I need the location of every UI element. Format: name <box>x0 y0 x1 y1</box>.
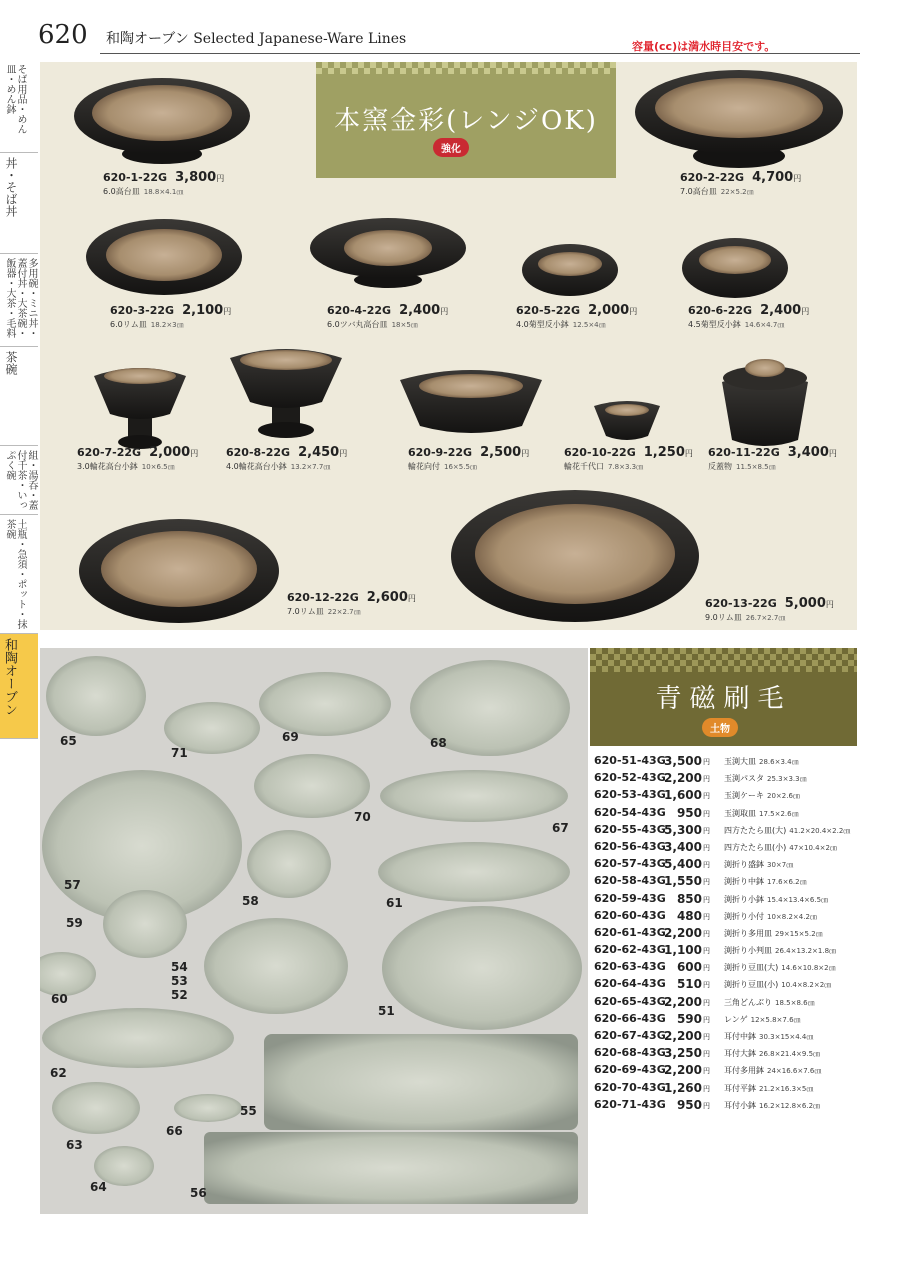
item-size: 17.5×2.6㎝ <box>759 809 799 818</box>
item-size: 18.2×3㎝ <box>150 321 184 329</box>
yen-unit: 円 <box>703 1015 710 1024</box>
side-tab-soba[interactable] <box>0 60 38 153</box>
side-tab-chawan[interactable] <box>0 347 38 446</box>
capacity-note: 容量(cc)は満水時目安です。 <box>632 40 776 53</box>
series1-title: 本窯金彩(レンジOK) <box>334 106 598 136</box>
item-desc <box>110 319 184 330</box>
seiji-hake-photo <box>40 648 588 1214</box>
dish-620-5 <box>520 236 620 300</box>
item-code: 620-57-43G <box>594 857 666 871</box>
item-price: 3,250 <box>664 1046 702 1061</box>
series2-title: 青磁刷毛 <box>655 684 792 714</box>
photo-number: 64 <box>90 1180 107 1194</box>
list-item <box>594 771 864 788</box>
item-name: 耳付平鉢 <box>724 1083 756 1093</box>
item-price: 2,600 <box>366 590 408 605</box>
page-header <box>0 0 900 60</box>
item-name: 渕折り中鉢 <box>724 877 764 887</box>
list-item <box>594 943 864 960</box>
dish-620-8 <box>226 344 346 444</box>
side-tab-label: 和陶オーブン <box>2 638 17 716</box>
item-code: 620-3-22G <box>110 304 175 317</box>
item-name: 6.0ツバ丸高台皿 <box>327 320 388 329</box>
item-name: 6.0リム皿 <box>110 320 147 329</box>
item-code: 620-67-43G <box>594 1029 666 1042</box>
photo-number: 69 <box>282 730 299 744</box>
series2-price-list <box>594 754 864 1115</box>
item-price: 1,250 <box>643 445 685 460</box>
item-size: 21.2×16.3×5㎝ <box>759 1084 814 1093</box>
item-code: 620-65-43G <box>594 994 666 1008</box>
item-price: 4,700 <box>752 170 794 185</box>
item-size: 12.5×4㎝ <box>572 321 606 329</box>
item-name: 9.0リム皿 <box>705 613 742 622</box>
item-code: 620-4-22G <box>327 304 392 317</box>
yen-unit: 円 <box>223 307 232 316</box>
item-size: 14.6×10.8×2㎝ <box>781 964 836 973</box>
item-price: 3,500 <box>664 754 702 768</box>
list-item <box>594 960 864 977</box>
item-desc <box>516 319 606 330</box>
item-code: 620-11-22G <box>708 446 780 459</box>
item-price: 1,550 <box>664 874 702 889</box>
item-price: 1,260 <box>664 1080 702 1095</box>
item-size: 14.6×4.7㎝ <box>744 321 785 329</box>
item-code: 620-51-43G <box>594 754 666 767</box>
item-price: 2,200 <box>664 925 702 940</box>
item-label <box>103 170 224 185</box>
checker-pattern <box>590 648 857 672</box>
yen-unit: 円 <box>703 895 710 904</box>
yen-unit: 円 <box>793 174 802 183</box>
item-desc <box>226 461 330 472</box>
item-code: 620-2-22G <box>680 171 745 184</box>
item-name: 7.0高台皿 <box>680 187 717 196</box>
list-item <box>594 1029 864 1046</box>
item-price: 5,400 <box>664 857 702 872</box>
item-price: 2,000 <box>149 445 191 460</box>
item-name: 耳付多用鉢 <box>724 1066 764 1076</box>
item-size: 17.6×6.2㎝ <box>767 878 807 887</box>
item-code: 620-7-22G <box>77 446 142 459</box>
item-name: 4.0輪花高台小鉢 <box>226 462 287 471</box>
item-size: 18.8×4.1㎝ <box>143 188 184 196</box>
section-title: 和陶オーブン Selected Japanese-Ware Lines <box>106 31 407 47</box>
list-item <box>594 892 864 909</box>
item-label <box>110 303 231 318</box>
item-label <box>705 596 834 611</box>
item-price: 2,450 <box>298 445 340 460</box>
kingama-kinsai-panel <box>40 62 857 630</box>
item-name: 玉渕パスタ <box>724 774 764 784</box>
yen-unit: 円 <box>703 1033 710 1041</box>
item-label <box>688 303 809 318</box>
item-name: 反蓋物 <box>708 462 732 471</box>
item-label <box>516 303 637 318</box>
item-size: 13.2×7.7㎝ <box>290 463 331 471</box>
item-code: 620-53-43G <box>594 788 666 802</box>
list-item <box>594 1063 864 1080</box>
item-label <box>708 445 837 460</box>
item-size: 10.4×8.2×2㎝ <box>781 981 832 990</box>
item-code: 620-66-43G <box>594 1011 666 1025</box>
item-size: 22×2.7㎝ <box>327 608 361 616</box>
item-price: 510 <box>676 977 702 992</box>
dish-620-10 <box>592 396 662 444</box>
yen-unit: 円 <box>521 449 530 458</box>
side-tab-tayowan[interactable] <box>0 254 38 347</box>
photo-number: 68 <box>430 736 447 750</box>
item-size: 30×7㎝ <box>767 861 794 870</box>
photo-number: 65 <box>60 734 77 748</box>
yen-unit: 円 <box>407 594 416 603</box>
item-desc <box>327 319 418 330</box>
series2-title-block <box>590 648 857 746</box>
checker-pattern <box>316 62 616 74</box>
dish-620-13 <box>450 488 700 624</box>
yen-unit: 円 <box>703 998 710 1007</box>
list-item <box>594 995 864 1012</box>
dish-620-1 <box>72 76 252 176</box>
item-name: 耳付中鉢 <box>724 1032 756 1041</box>
item-name: 4.0菊型反小鉢 <box>516 320 569 329</box>
page-number: 620 <box>38 20 88 50</box>
item-code: 620-6-22G <box>688 304 753 317</box>
item-label <box>408 445 529 460</box>
side-index <box>0 60 38 1272</box>
yen-unit: 円 <box>703 1084 710 1093</box>
item-code: 620-62-43G <box>594 943 666 957</box>
item-size: 24×16.6×7.6㎝ <box>767 1067 822 1076</box>
side-tab-label: 丼・そば丼 <box>4 157 18 217</box>
item-price: 2,200 <box>664 1063 702 1078</box>
item-desc <box>103 186 183 197</box>
side-tab-label: 組・湯呑・蓋付千茶・いっぷく碗 <box>4 450 37 510</box>
list-item <box>594 788 864 805</box>
item-price: 600 <box>676 960 702 975</box>
dish-620-7 <box>90 362 190 452</box>
yen-unit: 円 <box>703 912 710 921</box>
item-name: 7.0リム皿 <box>287 607 324 616</box>
item-price: 3,800 <box>175 170 217 185</box>
item-name: 輪花千代口 <box>564 462 604 471</box>
item-price: 2,400 <box>399 303 441 318</box>
item-code: 620-69-43G <box>594 1063 666 1077</box>
item-code: 620-59-43G <box>594 891 666 905</box>
item-code: 620-8-22G <box>226 446 291 459</box>
photo-number: 63 <box>66 1138 83 1152</box>
list-item <box>594 823 864 840</box>
yen-unit: 円 <box>703 1050 710 1059</box>
yen-unit: 円 <box>703 1101 710 1110</box>
list-item <box>594 840 864 857</box>
photo-number: 67 <box>552 821 569 835</box>
item-size: 11.5×8.5㎝ <box>736 463 776 471</box>
item-code: 620-71-43G <box>594 1097 666 1111</box>
side-tab-label: 土瓶・急須・ポット・抹茶碗 <box>4 519 26 629</box>
item-size: 22×5.2㎝ <box>720 188 754 196</box>
yen-unit: 円 <box>703 1067 710 1076</box>
item-name: 渕折り小付 <box>724 911 764 921</box>
photo-number: 61 <box>386 896 403 910</box>
item-name: 耳付大鉢 <box>724 1049 756 1059</box>
side-tab-watou-oven[interactable] <box>0 634 38 739</box>
side-tab-yunomi[interactable] <box>0 446 38 515</box>
item-name: 玉渕取皿 <box>724 808 756 818</box>
yen-unit: 円 <box>828 449 837 458</box>
item-size: 18.5×8.6㎝ <box>775 998 815 1007</box>
item-name: レンゲ <box>724 1014 748 1024</box>
item-desc <box>680 186 754 197</box>
item-price: 1,600 <box>664 788 702 803</box>
item-price: 2,200 <box>664 771 702 786</box>
photo-number: 71 <box>171 746 188 760</box>
item-name: 耳付小鉢 <box>724 1100 756 1110</box>
item-price: 2,200 <box>664 994 702 1009</box>
item-size: 41.2×20.4×2.2㎝ <box>789 826 851 835</box>
item-size: 29×15×5.2㎝ <box>775 929 823 938</box>
list-item <box>594 806 864 823</box>
item-size: 16.2×12.8×6.2㎝ <box>759 1101 821 1110</box>
photo-number: 62 <box>50 1066 67 1080</box>
item-size: 10×6.5㎝ <box>141 463 175 471</box>
item-price: 2,100 <box>182 303 224 318</box>
yen-unit: 円 <box>703 964 710 973</box>
side-tab-dobin[interactable] <box>0 515 38 634</box>
yen-unit: 円 <box>703 947 710 956</box>
yen-unit: 円 <box>801 307 810 316</box>
photo-number: 53 <box>171 974 188 988</box>
item-price: 950 <box>676 1097 702 1112</box>
photo-number: 58 <box>242 894 259 908</box>
item-code: 620-58-43G <box>594 874 666 888</box>
item-name: 6.0高台皿 <box>103 187 140 196</box>
item-desc <box>708 461 776 472</box>
item-price: 2,200 <box>664 1029 702 1043</box>
item-label <box>287 590 416 605</box>
item-code: 620-54-43G <box>594 805 666 819</box>
yen-unit: 円 <box>703 792 710 801</box>
dish-620-2 <box>634 68 844 176</box>
dish-620-3 <box>84 212 244 302</box>
item-size: 28.6×3.4㎝ <box>759 758 799 766</box>
item-size: 18×5㎝ <box>391 321 418 329</box>
dish-620-12 <box>78 516 280 626</box>
item-desc <box>688 319 784 330</box>
item-code: 620-70-43G <box>594 1080 666 1094</box>
item-size: 20×2.6㎝ <box>767 792 800 801</box>
yen-unit: 円 <box>825 600 834 609</box>
item-desc <box>287 606 361 617</box>
item-code: 620-68-43G <box>594 1046 666 1060</box>
item-desc <box>705 612 785 623</box>
item-price: 2,500 <box>480 445 522 460</box>
yen-unit: 円 <box>339 449 348 458</box>
item-name: 玉渕大皿 <box>724 757 756 766</box>
item-name: 渕折り豆皿(小) <box>724 980 779 990</box>
item-price: 3,400 <box>787 445 829 460</box>
item-desc <box>77 461 175 472</box>
yen-unit: 円 <box>703 929 710 938</box>
item-code: 620-5-22G <box>516 304 581 317</box>
item-label <box>564 445 693 460</box>
yen-unit: 円 <box>703 861 710 870</box>
item-code: 620-60-43G <box>594 908 666 922</box>
item-name: 渕折り豆皿(大) <box>724 963 779 973</box>
side-tab-don[interactable] <box>0 153 38 254</box>
yen-unit: 円 <box>190 449 199 458</box>
item-name: 玉渕ケーキ <box>724 791 764 801</box>
item-name: 3.0輪花高台小鉢 <box>77 462 138 471</box>
dish-620-6 <box>680 230 790 302</box>
item-size: 7.8×3.3㎝ <box>608 463 644 471</box>
yen-unit: 円 <box>629 307 638 316</box>
list-item <box>594 977 864 994</box>
yen-unit: 円 <box>703 981 710 990</box>
item-code: 620-56-43G <box>594 839 666 853</box>
item-name: 渕折り小鉢 <box>724 894 764 904</box>
yen-unit: 円 <box>703 878 710 887</box>
item-size: 12×5.8×7.6㎝ <box>750 1015 801 1024</box>
photo-number: 56 <box>190 1186 207 1200</box>
item-desc <box>408 461 477 472</box>
list-item <box>594 1098 864 1115</box>
item-name: 4.5菊型反小鉢 <box>688 320 741 329</box>
item-code: 620-63-43G <box>594 960 666 974</box>
item-code: 620-64-43G <box>594 977 666 991</box>
yen-unit: 円 <box>684 449 693 458</box>
item-size: 25.3×3.3㎝ <box>767 775 807 784</box>
item-label <box>327 303 448 318</box>
list-item <box>594 909 864 926</box>
photo-number: 66 <box>166 1124 183 1138</box>
series1-title-block <box>316 62 616 178</box>
item-size: 30.3×15×4.4㎝ <box>759 1033 814 1041</box>
item-price: 3,400 <box>664 839 702 854</box>
item-code: 620-13-22G <box>705 597 777 610</box>
item-price: 5,300 <box>664 822 702 837</box>
item-price: 1,100 <box>664 943 702 958</box>
side-tab-label: 茶碗 <box>4 351 18 375</box>
item-code: 620-55-43G <box>594 822 666 836</box>
photo-number: 70 <box>354 810 371 824</box>
item-size: 26.7×2.7㎝ <box>745 614 786 622</box>
item-code: 620-12-22G <box>287 591 359 604</box>
item-code: 620-1-22G <box>103 171 168 184</box>
list-item <box>594 1012 864 1029</box>
yen-unit: 円 <box>703 826 710 835</box>
yen-unit: 円 <box>703 758 710 766</box>
list-item <box>594 926 864 943</box>
item-name: 四方たたら皿(小) <box>724 842 787 852</box>
item-price: 950 <box>676 805 702 820</box>
photo-number: 54 <box>171 960 188 974</box>
item-size: 26.8×21.4×9.5㎝ <box>759 1050 821 1059</box>
item-code: 620-61-43G <box>594 925 666 939</box>
item-price: 850 <box>676 891 702 906</box>
item-code: 620-9-22G <box>408 446 473 459</box>
earthenware-badge: 土物 <box>702 718 738 737</box>
list-item <box>594 857 864 874</box>
item-name: 四方たたら皿(大) <box>724 825 787 835</box>
dish-620-4 <box>308 212 468 292</box>
list-item <box>594 754 864 771</box>
item-price: 2,400 <box>760 303 802 318</box>
item-price: 2,000 <box>588 303 630 318</box>
item-label <box>77 445 198 460</box>
yen-unit: 円 <box>440 307 449 316</box>
yen-unit: 円 <box>216 174 225 183</box>
yen-unit: 円 <box>703 775 710 784</box>
item-name: 輪花向付 <box>408 462 440 471</box>
item-size: 15.4×13.4×6.5㎝ <box>767 895 829 904</box>
item-name: 渕折り小判皿 <box>724 946 772 956</box>
item-name: 渕折り多用皿 <box>724 928 772 938</box>
dish-620-9 <box>396 360 546 440</box>
list-item <box>594 1081 864 1098</box>
item-size: 47×10.4×2㎝ <box>789 843 837 852</box>
list-item <box>594 874 864 891</box>
item-price: 480 <box>676 908 702 923</box>
dish-620-11 <box>718 354 812 454</box>
item-label <box>226 445 347 460</box>
item-desc <box>564 461 643 472</box>
item-label <box>680 170 801 185</box>
photo-number: 51 <box>378 1004 395 1018</box>
item-code: 620-10-22G <box>564 446 636 459</box>
item-size: 16×5.5㎝ <box>444 463 477 471</box>
reinforced-badge: 強化 <box>433 138 469 157</box>
item-code: 620-52-43G <box>594 771 666 785</box>
list-item <box>594 1046 864 1063</box>
item-price: 5,000 <box>784 596 826 611</box>
side-tab-label: そば用品・めん皿・めん鉢 <box>4 64 26 134</box>
item-size: 10×8.2×4.2㎝ <box>767 912 817 921</box>
item-size: 26.4×13.2×1.8㎝ <box>775 947 837 956</box>
yen-unit: 円 <box>703 843 710 852</box>
item-price: 590 <box>676 1011 702 1026</box>
item-name: 渕折り盛鉢 <box>724 860 764 870</box>
item-name: 三角どんぶり <box>724 997 772 1007</box>
photo-number: 57 <box>64 878 81 892</box>
photo-number: 59 <box>66 916 83 930</box>
yen-unit: 円 <box>703 809 710 818</box>
photo-number: 55 <box>240 1104 257 1118</box>
photo-number: 60 <box>51 992 68 1006</box>
celadon-dishes-illustration <box>40 648 588 1214</box>
photo-number: 52 <box>171 988 188 1002</box>
side-tab-label: 多用碗・ミニ丼・蓋付丼・大茶碗・飯器・大茶・毛料 <box>4 258 37 338</box>
